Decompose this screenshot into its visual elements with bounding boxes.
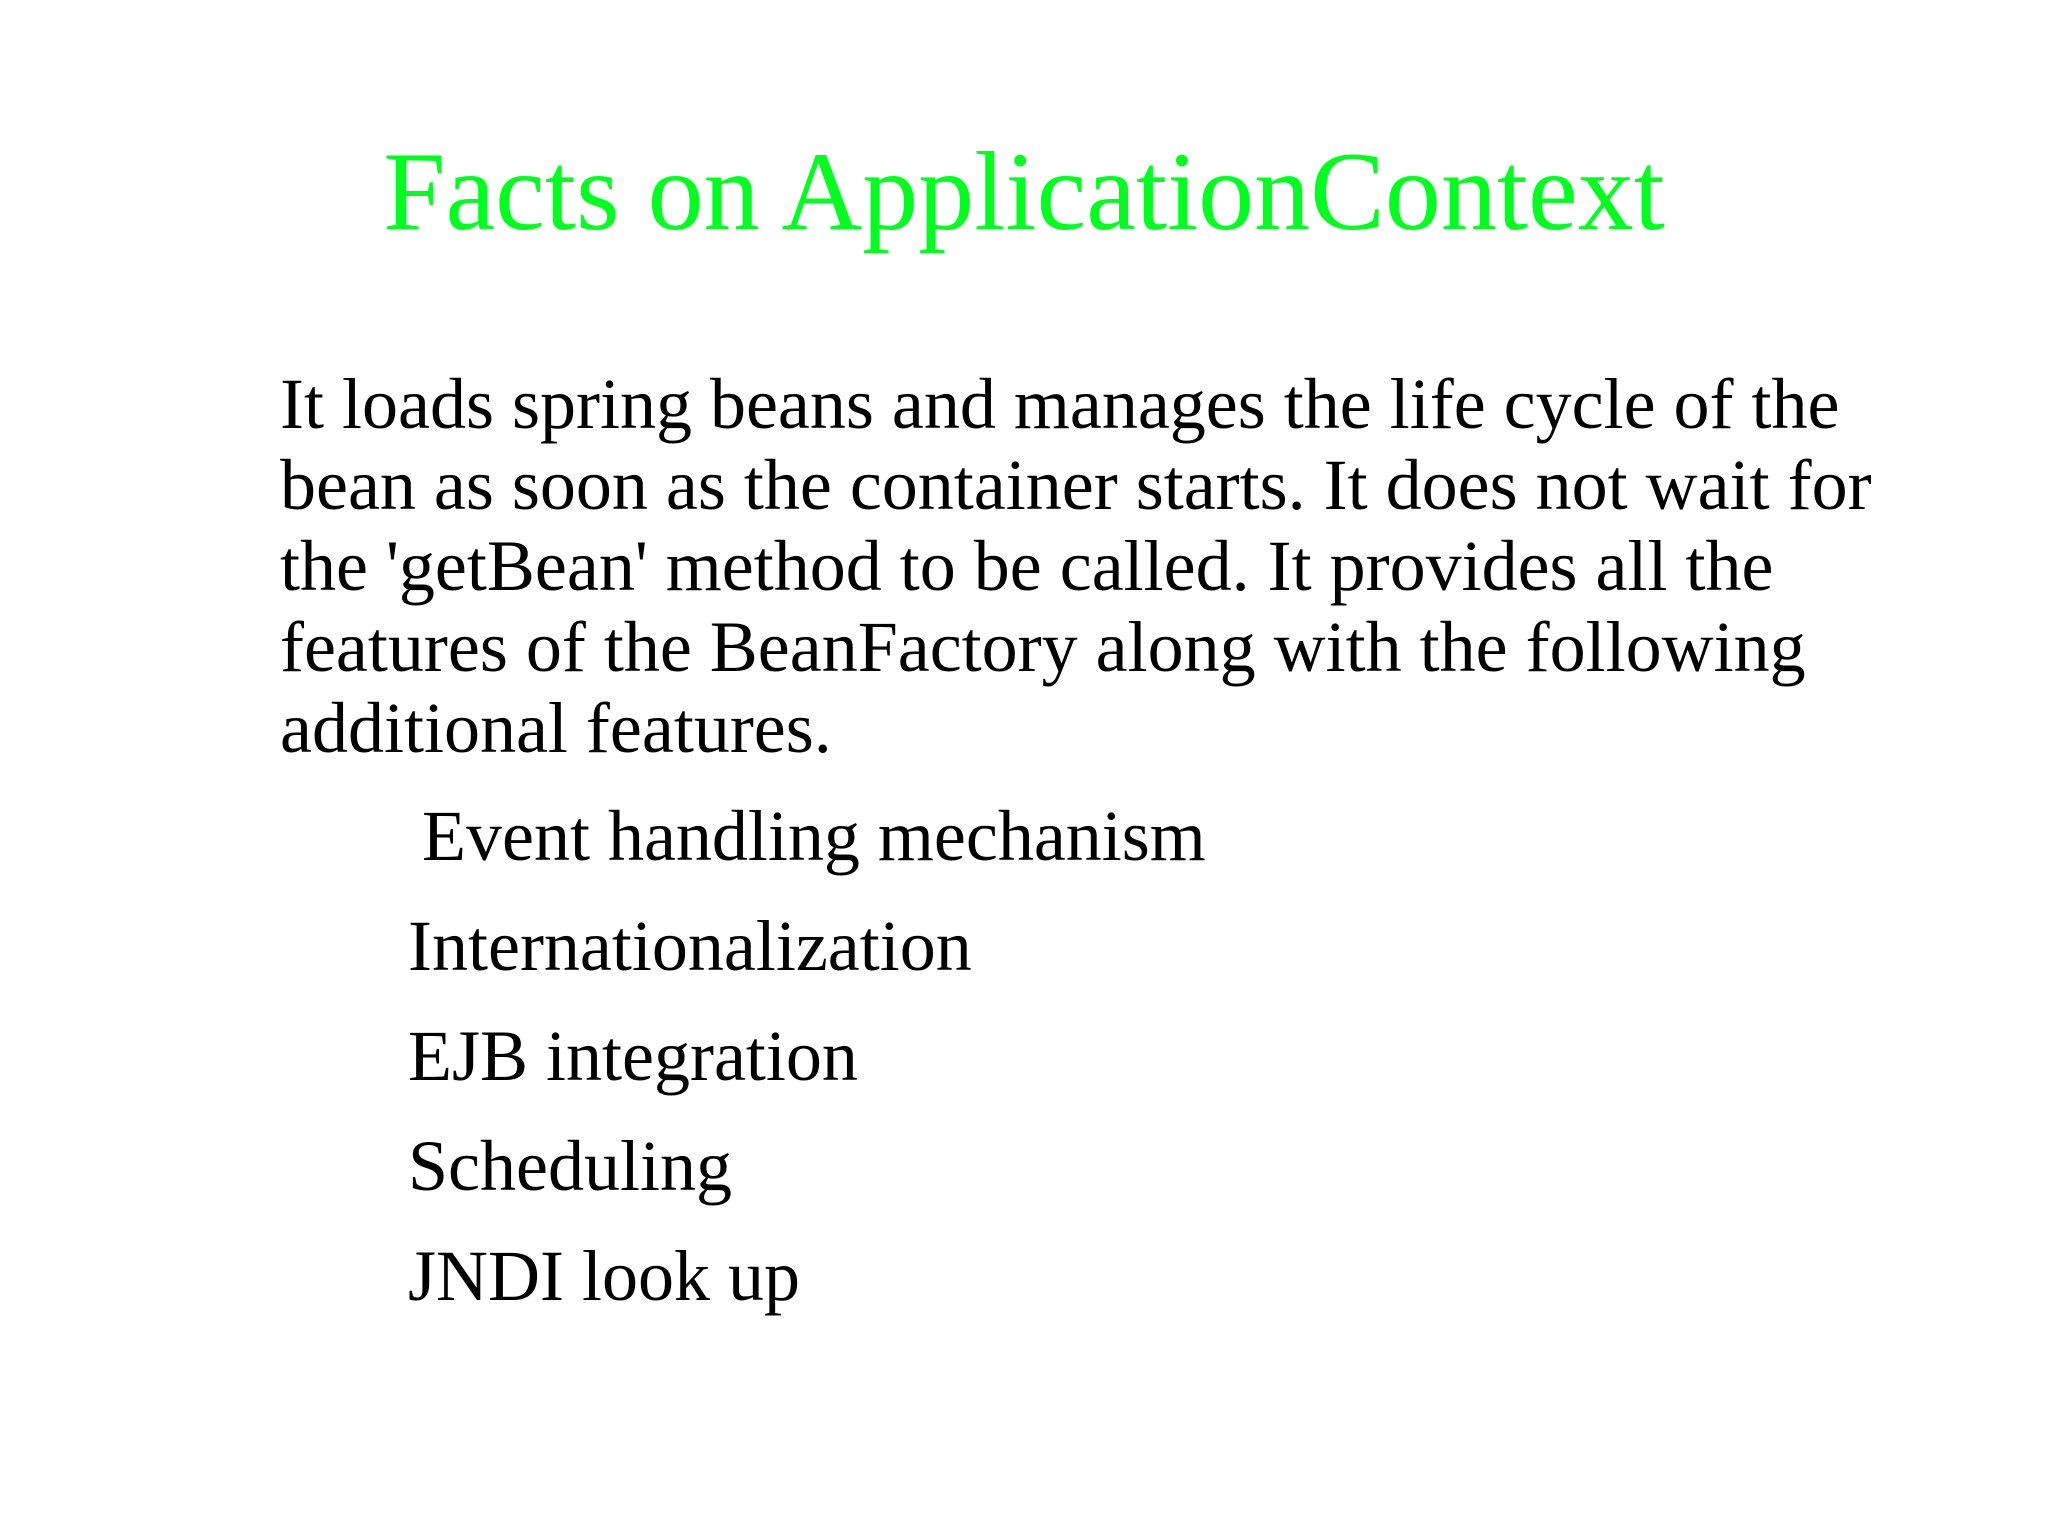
feature-item: Scheduling <box>408 1126 732 1206</box>
feature-list <box>408 795 1206 1345</box>
feature-item: JNDI look up <box>408 1236 800 1316</box>
feature-item: EJB integration <box>408 1016 858 1096</box>
feature-item: Internationalization <box>408 906 972 986</box>
slide-paragraph: It loads spring beans and manages the life cycle of the bean as soon as the container starts. It does not wait for the 'getBean' method to be called. It provides all the features of the BeanFactory along with the following additional features. <box>280 364 1872 768</box>
slide-title: Facts on ApplicationContext <box>383 130 1665 254</box>
feature-item: Event handling mechanism <box>422 796 1206 876</box>
